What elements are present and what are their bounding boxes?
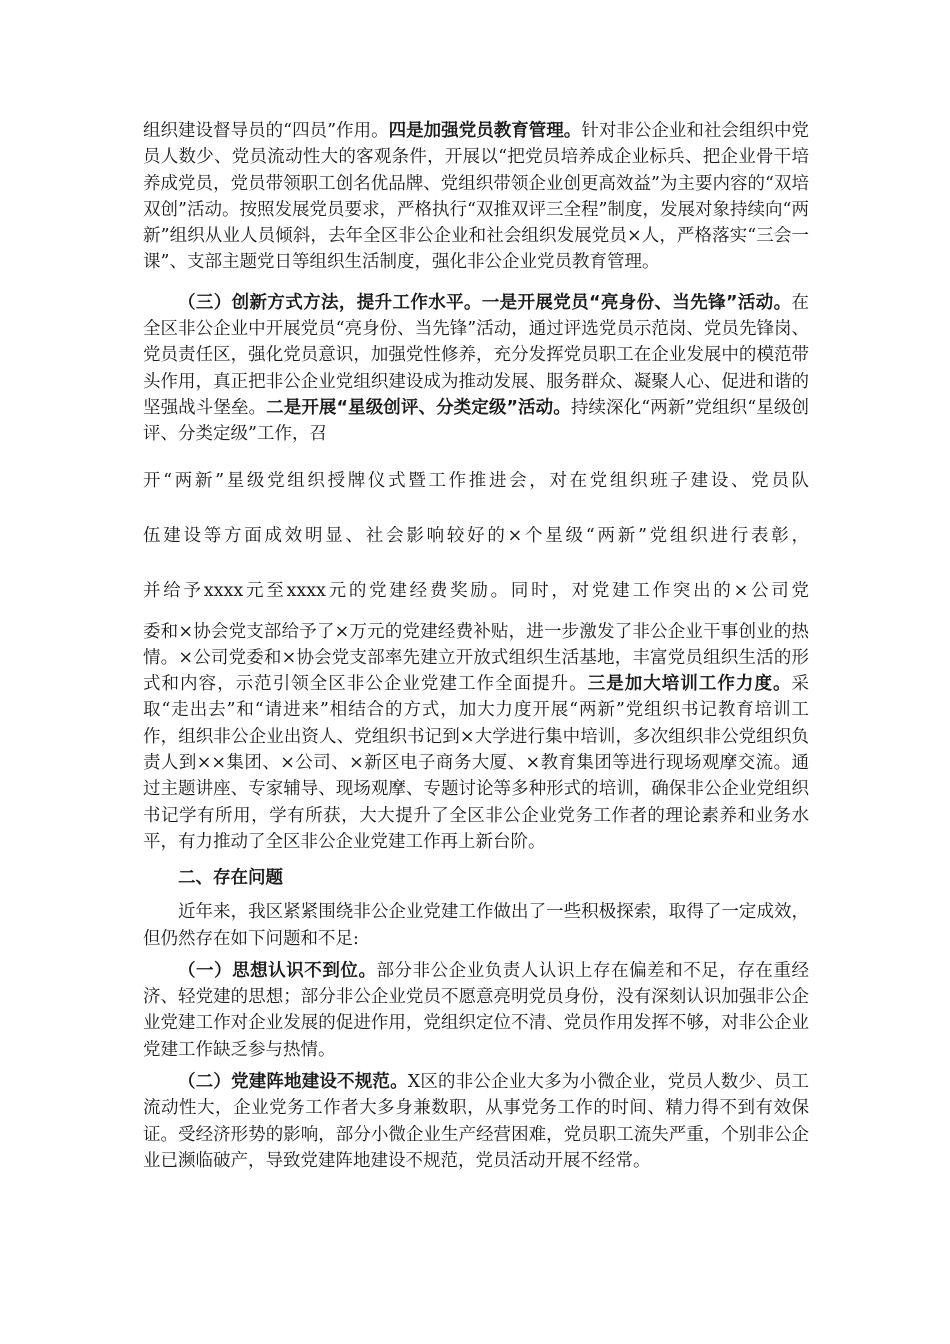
paragraph-innovation-methods xyxy=(143,290,809,448)
text: 组织建设督导员的“四员”作用。 xyxy=(143,121,389,141)
text: 委和×协会党支部给予了×万元的党建经费补贴，进一步激发了非公企业干事创业的热情。×公司党委和×协会党支部率先建立开放式组织生活基地，丰富党员组织生活的形式和内容，示范引领全区非公企业党建工作全面提升。 xyxy=(143,621,809,695)
wide-line-1: 开“两新”星级党组织授牌仪式暨工作推进会，对在党组织班子建设、党员队 xyxy=(143,470,809,491)
text: 针对非公企业和社会组织中党员人数少、党员流动性大的客观条件，开展以“把党员培养成企业标兵、把企业骨干培养成党员，党员带领职工创名优品牌、党组织带领企业创更高效益”为主要内容的“双培双创”活动。按照发展党员要求，严格执行“双推双评三全程”制度，发展对象持续向“两新”组织从业人员倾斜，去年全区非公企业和社会组织发展党员×人，严格落实“三会一课”、支部主题党日等组织生活制度，强化非公企业党员教育管理。 xyxy=(143,121,809,273)
text: 持续深化“两新”党组织“星级创评、分类定级”工作，召 xyxy=(143,397,809,445)
bold-lead: （一）思想认识不到位。 xyxy=(178,960,377,981)
bold-lead: 三是加大培训工作力度。 xyxy=(587,674,792,695)
bold-lead: （三）创新方式方法，提升工作水平。一是开展党员“亮身份、当先锋”活动。 xyxy=(178,292,792,313)
document-page xyxy=(143,118,809,1174)
paragraph-problems-intro xyxy=(143,899,809,952)
text: 在全区非公企业中开展党员“亮身份、当先锋”活动，通过评选党员示范岗、党员先锋岗、党员责任区，强化党员意识，加强党性修养，充分发挥党员职工在企业发展中的模范带头作用，真正把非公企业党组织建设成为推动发展、服务群众、凝聚人心、促进和谐的坚强战斗堡垒。 xyxy=(143,292,809,418)
text: 采取“走出去”和“请进来”相结合的方式，加大力度开展“两新”党组织书记教育培训工作，组织非公企业出资人、党组织书记到×大学进行集中培训，多次组织非公党组织负责人到××集团、×公司、×新区电子商务大厦、×教育集团等进行现场观摩交流。通过主题讲座、专家辅导、现场观摩、专题讨论等多种形式的培训，确保非公企业党组织书记学有所用，学有所获，大大提升了全区非公企业党务工作者的理论素养和业务水平，有力推动了全区非公企业党建工作再上新台阶。 xyxy=(143,674,810,852)
paragraph-education-management xyxy=(143,118,809,276)
wide-line-3: 并给予xxxx元至xxxx元的党建经费奖励。同时，对党建工作突出的×公司党 xyxy=(143,580,809,601)
bold-lead: 四是加强党员教育管理。 xyxy=(388,121,582,141)
bold-lead: （二）党建阵地建设不规范。 xyxy=(178,1072,408,1093)
section-heading-problems: 二、存在问题 xyxy=(178,868,283,889)
text: X区的非公企业大多为小微企业，党员人数少、员工流动性大，企业党务工作者大多身兼数职，从事党务工作的时间、精力得不到有效保证。受经济形势的影响，部分小微企业生产经营困难，党员职工流失严重，个别非公企业已濒临破产，导致党建阵地建设不规范，党员活动开展不经常。 xyxy=(143,1072,809,1171)
text: 部分非公企业负责人认识上存在偏差和不足，存在重经济、轻党建的思想；部分非公企业党员不愿意亮明党员身份，没有深刻认识加强非公企业党建工作对企业发展的促进作用，党组织定位不清、党员作用发挥不够，对非公企业党建工作缺乏参与热情。 xyxy=(143,960,810,1060)
text: 近年来，我区紧紧围绕非公企业党建工作做出了一些积极探索，取得了一定成效，但仍然存在如下问题和不足: xyxy=(143,902,809,949)
paragraph-awareness xyxy=(143,958,809,1063)
bold-lead: 二是开展“星级创评、分类定级”活动。 xyxy=(266,397,571,418)
paragraph-position-building xyxy=(143,1069,809,1174)
wide-line-2: 伍建设等方面成效明显、社会影响较好的×个星级“两新”党组织进行表彰， xyxy=(143,525,809,546)
paragraph-training xyxy=(143,619,809,856)
